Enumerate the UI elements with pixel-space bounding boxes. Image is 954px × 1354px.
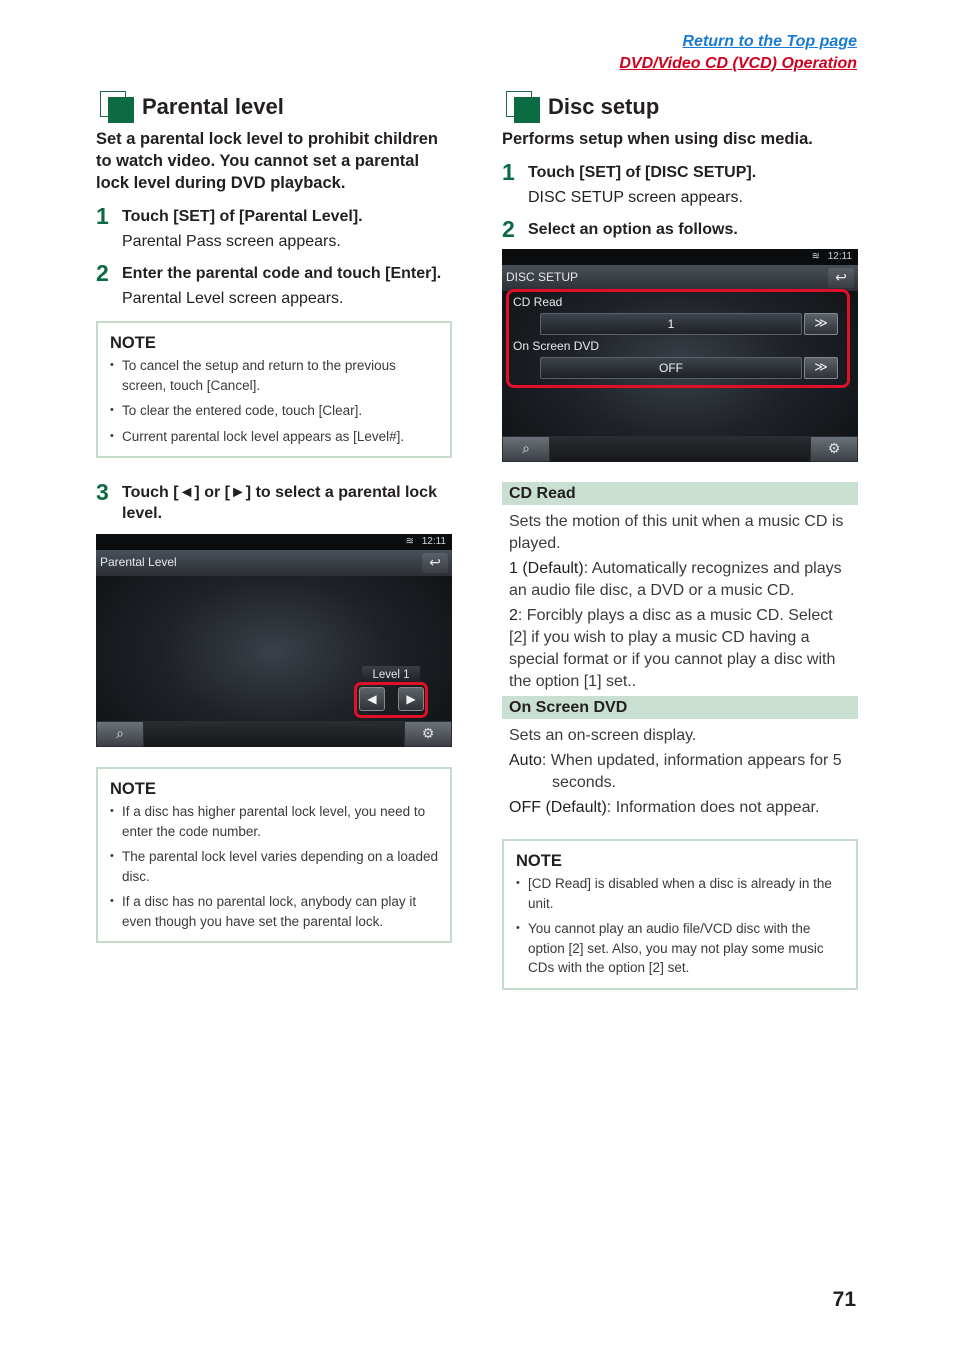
step-2 [502,216,858,242]
note-box [96,767,452,943]
option-key: Auto [509,752,542,769]
search-icon[interactable]: ⌕ [502,436,550,462]
option-heading: On Screen DVD [502,696,858,719]
section-icon [100,91,134,123]
step-title: Touch [◄] or [►] to select a parental lock level. [122,484,437,522]
option-value [509,797,848,819]
cd-read-next-button[interactable]: ≫ [804,313,838,335]
note-title: NOTE [516,852,562,870]
status-bar [96,534,452,550]
search-icon[interactable]: ⌕ [96,721,144,747]
on-screen-dvd-value[interactable]: OFF [540,357,802,379]
option-body [502,725,858,819]
section-lead: Performs setup when using disc media. [502,130,813,148]
note-title: NOTE [110,334,156,352]
level-prev-button[interactable]: ◀ [359,687,385,711]
bottom-bar [502,436,858,462]
step-title: Touch [SET] of [Parental Level]. [122,208,363,225]
option-key: OFF (Default) [509,799,607,816]
back-icon[interactable]: ↩ [828,268,854,288]
section-header [502,90,858,124]
step-3 [96,479,452,524]
note-box [502,839,858,990]
section-link[interactable]: DVD/Video CD (VCD) Operation [619,55,857,72]
note-item: • To clear the entered code, touch [Clear]. [110,401,438,421]
option-heading: CD Read [502,482,858,505]
option-value [509,605,848,693]
note-item: • If a disc has higher parental lock level, you need to enter the code number. [110,802,438,841]
clock: 12:11 [421,536,446,547]
wifi-icon: ≋ [405,536,414,547]
option-text: : Forcibly plays a disc as a music CD. Select [2] if you wish to play a music CD having a special format or if you cannot play a disc with the option [1] set.. [509,607,836,690]
parental-level-column [96,90,452,957]
step-number: 2 [502,216,515,242]
step-number: 1 [96,203,109,229]
step-2 [96,260,452,309]
top-links [619,31,857,75]
section-lead: Set a parental lock level to prohibit children to watch video. You cannot set a parental lock level during DVD playback. [96,130,438,192]
step-desc: Parental Level screen appears. [122,290,344,307]
note-item: • [CD Read] is disabled when a disc is already in the unit. [516,874,844,913]
cd-read-value[interactable]: 1 [540,313,802,335]
back-icon[interactable]: ↩ [422,553,448,573]
section-title: Parental level [142,94,284,119]
section-header [96,90,452,124]
gear-icon[interactable]: ⚙ [404,721,452,747]
step-number: 1 [502,159,515,185]
option-value [509,558,848,602]
step-number: 2 [96,260,109,286]
note-item: • The parental lock level varies depending on a loaded disc. [110,847,438,886]
cd-read-option [502,482,858,693]
option-key: 2 [509,607,518,624]
section-title: Disc setup [548,94,660,119]
on-screen-dvd-label: On Screen DVD [513,339,600,353]
on-screen-dvd-next-button[interactable]: ≫ [804,357,838,379]
screen-titlebar [502,265,858,291]
page-number: 71 [832,1288,856,1311]
note-item: • You cannot play an audio file/VCD disc with the option [2] set. Also, you may not play some music CDs with the option [2] set. [516,919,844,978]
option-key: 1 (Default) [509,560,584,577]
wifi-icon: ≋ [811,251,820,262]
step-desc: DISC SETUP screen appears. [528,189,743,206]
screen-titlebar [96,550,452,576]
step-title: Enter the parental code and touch [Enter]. [122,265,442,282]
return-top-link[interactable]: Return to the Top page [682,33,857,50]
note-item: • If a disc has no parental lock, anybody can play it even though you have set the parental lock. [110,892,438,931]
level-indicator: Level 1 [362,666,420,684]
note-item: • To cancel the setup and return to the previous screen, touch [Cancel]. [110,356,438,395]
option-body [502,511,858,693]
note-item: • Current parental lock level appears as [Level#]. [110,427,438,447]
status-bar [502,249,858,265]
option-value [509,750,848,794]
gear-icon[interactable]: ⚙ [810,436,858,462]
clock: 12:11 [827,251,852,262]
note-title: NOTE [110,780,156,798]
step-title: Select an option as follows. [528,221,738,238]
level-next-button[interactable]: ▶ [398,687,424,711]
parental-level-screen [96,534,452,747]
section-icon [506,91,540,123]
screen-title: DISC SETUP [506,270,579,284]
bottom-bar [96,721,452,747]
step-1 [502,159,858,208]
step-number: 3 [96,479,109,505]
on-screen-dvd-option [502,696,858,819]
disc-setup-column [502,90,858,1004]
disc-setup-screen [502,249,858,462]
note-box [96,321,452,458]
option-text: : When updated, information appears for 5 seconds. [541,752,842,791]
step-1 [96,203,452,252]
option-desc: Sets the motion of this unit when a music CD is played. [509,513,844,552]
screen-title: Parental Level [100,555,177,569]
option-desc: Sets an on-screen display. [509,727,697,744]
step-title: Touch [SET] of [DISC SETUP]. [528,164,757,181]
option-text: : Information does not appear. [606,799,820,816]
step-desc: Parental Pass screen appears. [122,233,341,250]
cd-read-label: CD Read [513,295,563,309]
option-text: : Automatically recognizes and plays an audio file disc, a DVD or a music CD. [509,560,842,599]
